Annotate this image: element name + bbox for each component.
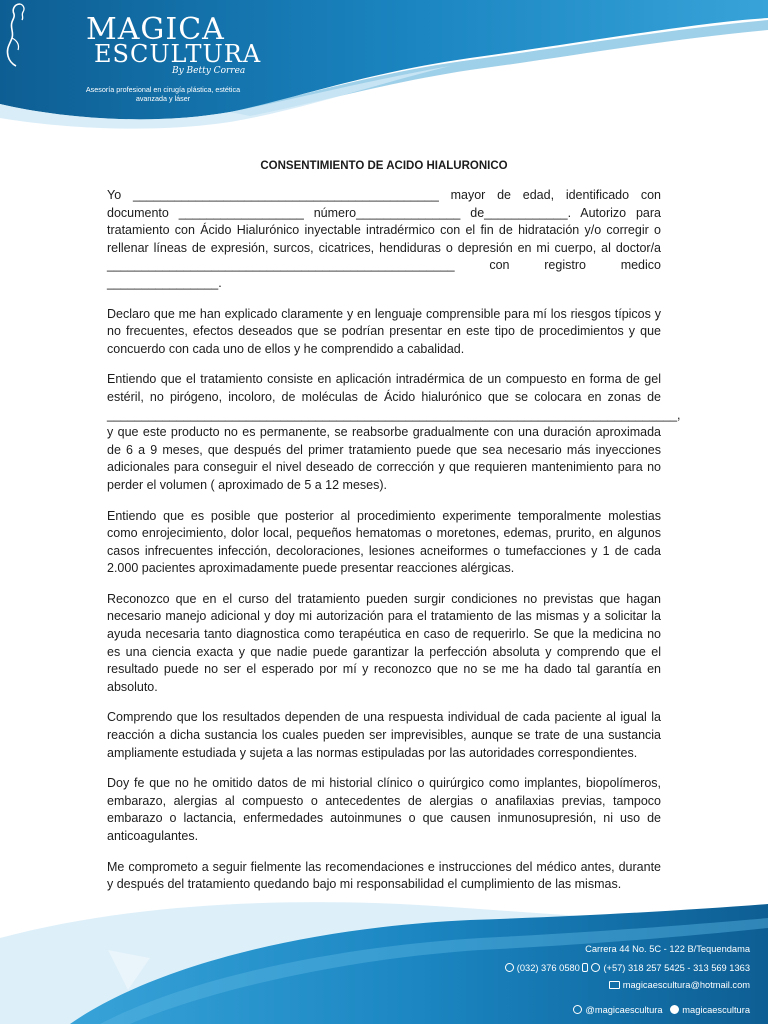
instagram-icon: [573, 1005, 582, 1014]
footer-address: Carrera 44 No. 5C - 122 B/Tequendama: [585, 944, 750, 954]
brand-byline: By Betty Correa: [172, 66, 246, 76]
text-treatment-end: y que este producto no es permanente, se reabsorbe gradualmente con una duración aproximada de 6 a 9 meses, que después del primer tratamiento puede que sea necesario más inyecciones adicionales para conseguir el nivel deseado de corrección y que requieren mantenimiento para no perder el volumen ( aproximado de 5 a 12 meses).: [107, 425, 661, 492]
blank-document-number[interactable]: _______________: [356, 205, 461, 220]
mobile-icon: [582, 963, 588, 972]
paragraph-medical-history: Doy fe que no he omitido datos de mi historial clínico o quirúrgico como implantes, biopolímeros, embarazo, alergias al compuesto o antecedentes de alergias o anafilaxias previas, tampoco embarazo o lactancia, enfermedades autoinmunes o que causen inmunosupresión, ni uso de anticoagulantes.: [107, 776, 661, 843]
footer-landline: (032) 376 0580: [516, 963, 580, 973]
text-numero: número: [313, 205, 357, 220]
blank-medical-registry[interactable]: ________________: [107, 275, 219, 290]
footer-email-line: [609, 980, 750, 990]
footer-email[interactable]: magicaescultura@hotmail.com: [622, 980, 750, 990]
brand-name-line2: ESCULTURA: [94, 40, 262, 68]
text-yo: Yo: [107, 188, 122, 202]
brand-name-line1: MAGICA: [86, 12, 225, 47]
paragraph-commitment: Me comprometo a seguir fielmente las recomendaciones e instrucciones del médico antes, durante y después del tratamiento quedando bajo mi responsabilidad el cumplimiento de las mismas.: [107, 859, 661, 892]
text-mayor-de-edad: mayor de edad, identificado con documento: [107, 188, 661, 220]
blank-patient-name[interactable]: ____________________________________________: [132, 188, 439, 202]
footer-facebook[interactable]: magicaescultura: [682, 1005, 750, 1015]
phone-icon: [505, 963, 514, 972]
paragraph-identification: [107, 187, 661, 293]
woman-silhouette-icon: [0, 0, 36, 68]
paragraph-declaration: Declaro que me han explicado claramente y en lenguaje comprensible para mí los riesgos típicos y no frecuentes, efectos deseados que se podrían presentar en este tipo de procedimientos y que concuerdo con cada uno de ellos y he comprendido a cabalidad.: [107, 306, 661, 356]
blank-doctor-name[interactable]: __________________________________________________: [107, 258, 455, 273]
paragraph-side-effects: Entiendo que es posible que posterior al procedimiento experimente temporalmente molestias como enrojecimiento, dolor local, pequeños hematomas o moretones, edemas, prurito, en algunos casos infrecuentes infección, decoloraciones, lesiones acneiformes o tumefacciones y 1 de cada 2.000 pacientes aproximadamente puede presentar reacciones alérgicas.: [107, 508, 661, 576]
document-title: CONSENTIMIENTO DE ACIDO HIALURONICO: [260, 160, 508, 172]
paragraph-individual-results: Comprendo que los resultados dependen de una respuesta individual de cada paciente al igual la reacción a dicha sustancia los cuales pueden ser imprevisibles, aunque se trate de una sustancia ampliamente estudiada y sujeta a las normas estipuladas por las autoridades correspondientes.: [107, 710, 661, 760]
letterhead-header: [0, 0, 768, 130]
letterhead-footer: [0, 898, 768, 1024]
text-de: de: [470, 205, 485, 220]
text-registro-medico: con registro medico: [489, 258, 661, 273]
paragraph-treatment: [107, 371, 681, 494]
text-period: .: [218, 275, 222, 290]
mail-icon: [609, 981, 620, 989]
paragraph-unforeseen-conditions: Reconozco que en el curso del tratamiento pueden surgir condiciones no previstas que hagan necesario manejo adicional y doy mi autorización para el tratamiento de las mismas y a solicitar la ayuda necesaria tanto diagnostica como terapéutica en caso de requerirlo. Se que la medicina no es una ciencia exacta y que nadie puede garantizar la perfección absoluta y comprendo que el resultado puede no ser el esperado por mí y reconozco que no se me ha dado tal garantía en absoluto.: [107, 591, 661, 694]
text-autorizo: . Autorizo para tratamiento con Ácido Hialurónico inyectable intradérmico con el fin de hidratación y/o corregir o rellenar líneas de expresión, surcos, cicatrices, hendiduras o depresión en mi cuerpo, al doctor/a: [107, 205, 661, 255]
text-treatment-start: Entiendo que el tratamiento consiste en aplicación intradérmica de un compuesto en forma de gel estéril, no pirógeno, incoloro, de moléculas de Ácido hialurónico que se colocara en zonas de: [107, 372, 661, 404]
footer-instagram[interactable]: @magicaescultura: [585, 1005, 663, 1015]
document-body: [107, 187, 681, 907]
facebook-icon: [670, 1005, 679, 1014]
footer-social: [573, 1005, 750, 1015]
blank-document-origin[interactable]: ____________: [484, 205, 568, 220]
blank-document-type[interactable]: __________________: [178, 205, 304, 220]
whatsapp-icon: [591, 963, 600, 972]
brand-tagline: Asesoría profesional en cirugía plástica, estética avanzada y láser: [85, 85, 241, 103]
blank-application-zones[interactable]: __________________________________________________________________________________,: [107, 407, 681, 422]
footer-phones: [505, 963, 750, 973]
footer-mobile: (+57) 318 257 5425 - 313 569 1363: [603, 963, 750, 973]
